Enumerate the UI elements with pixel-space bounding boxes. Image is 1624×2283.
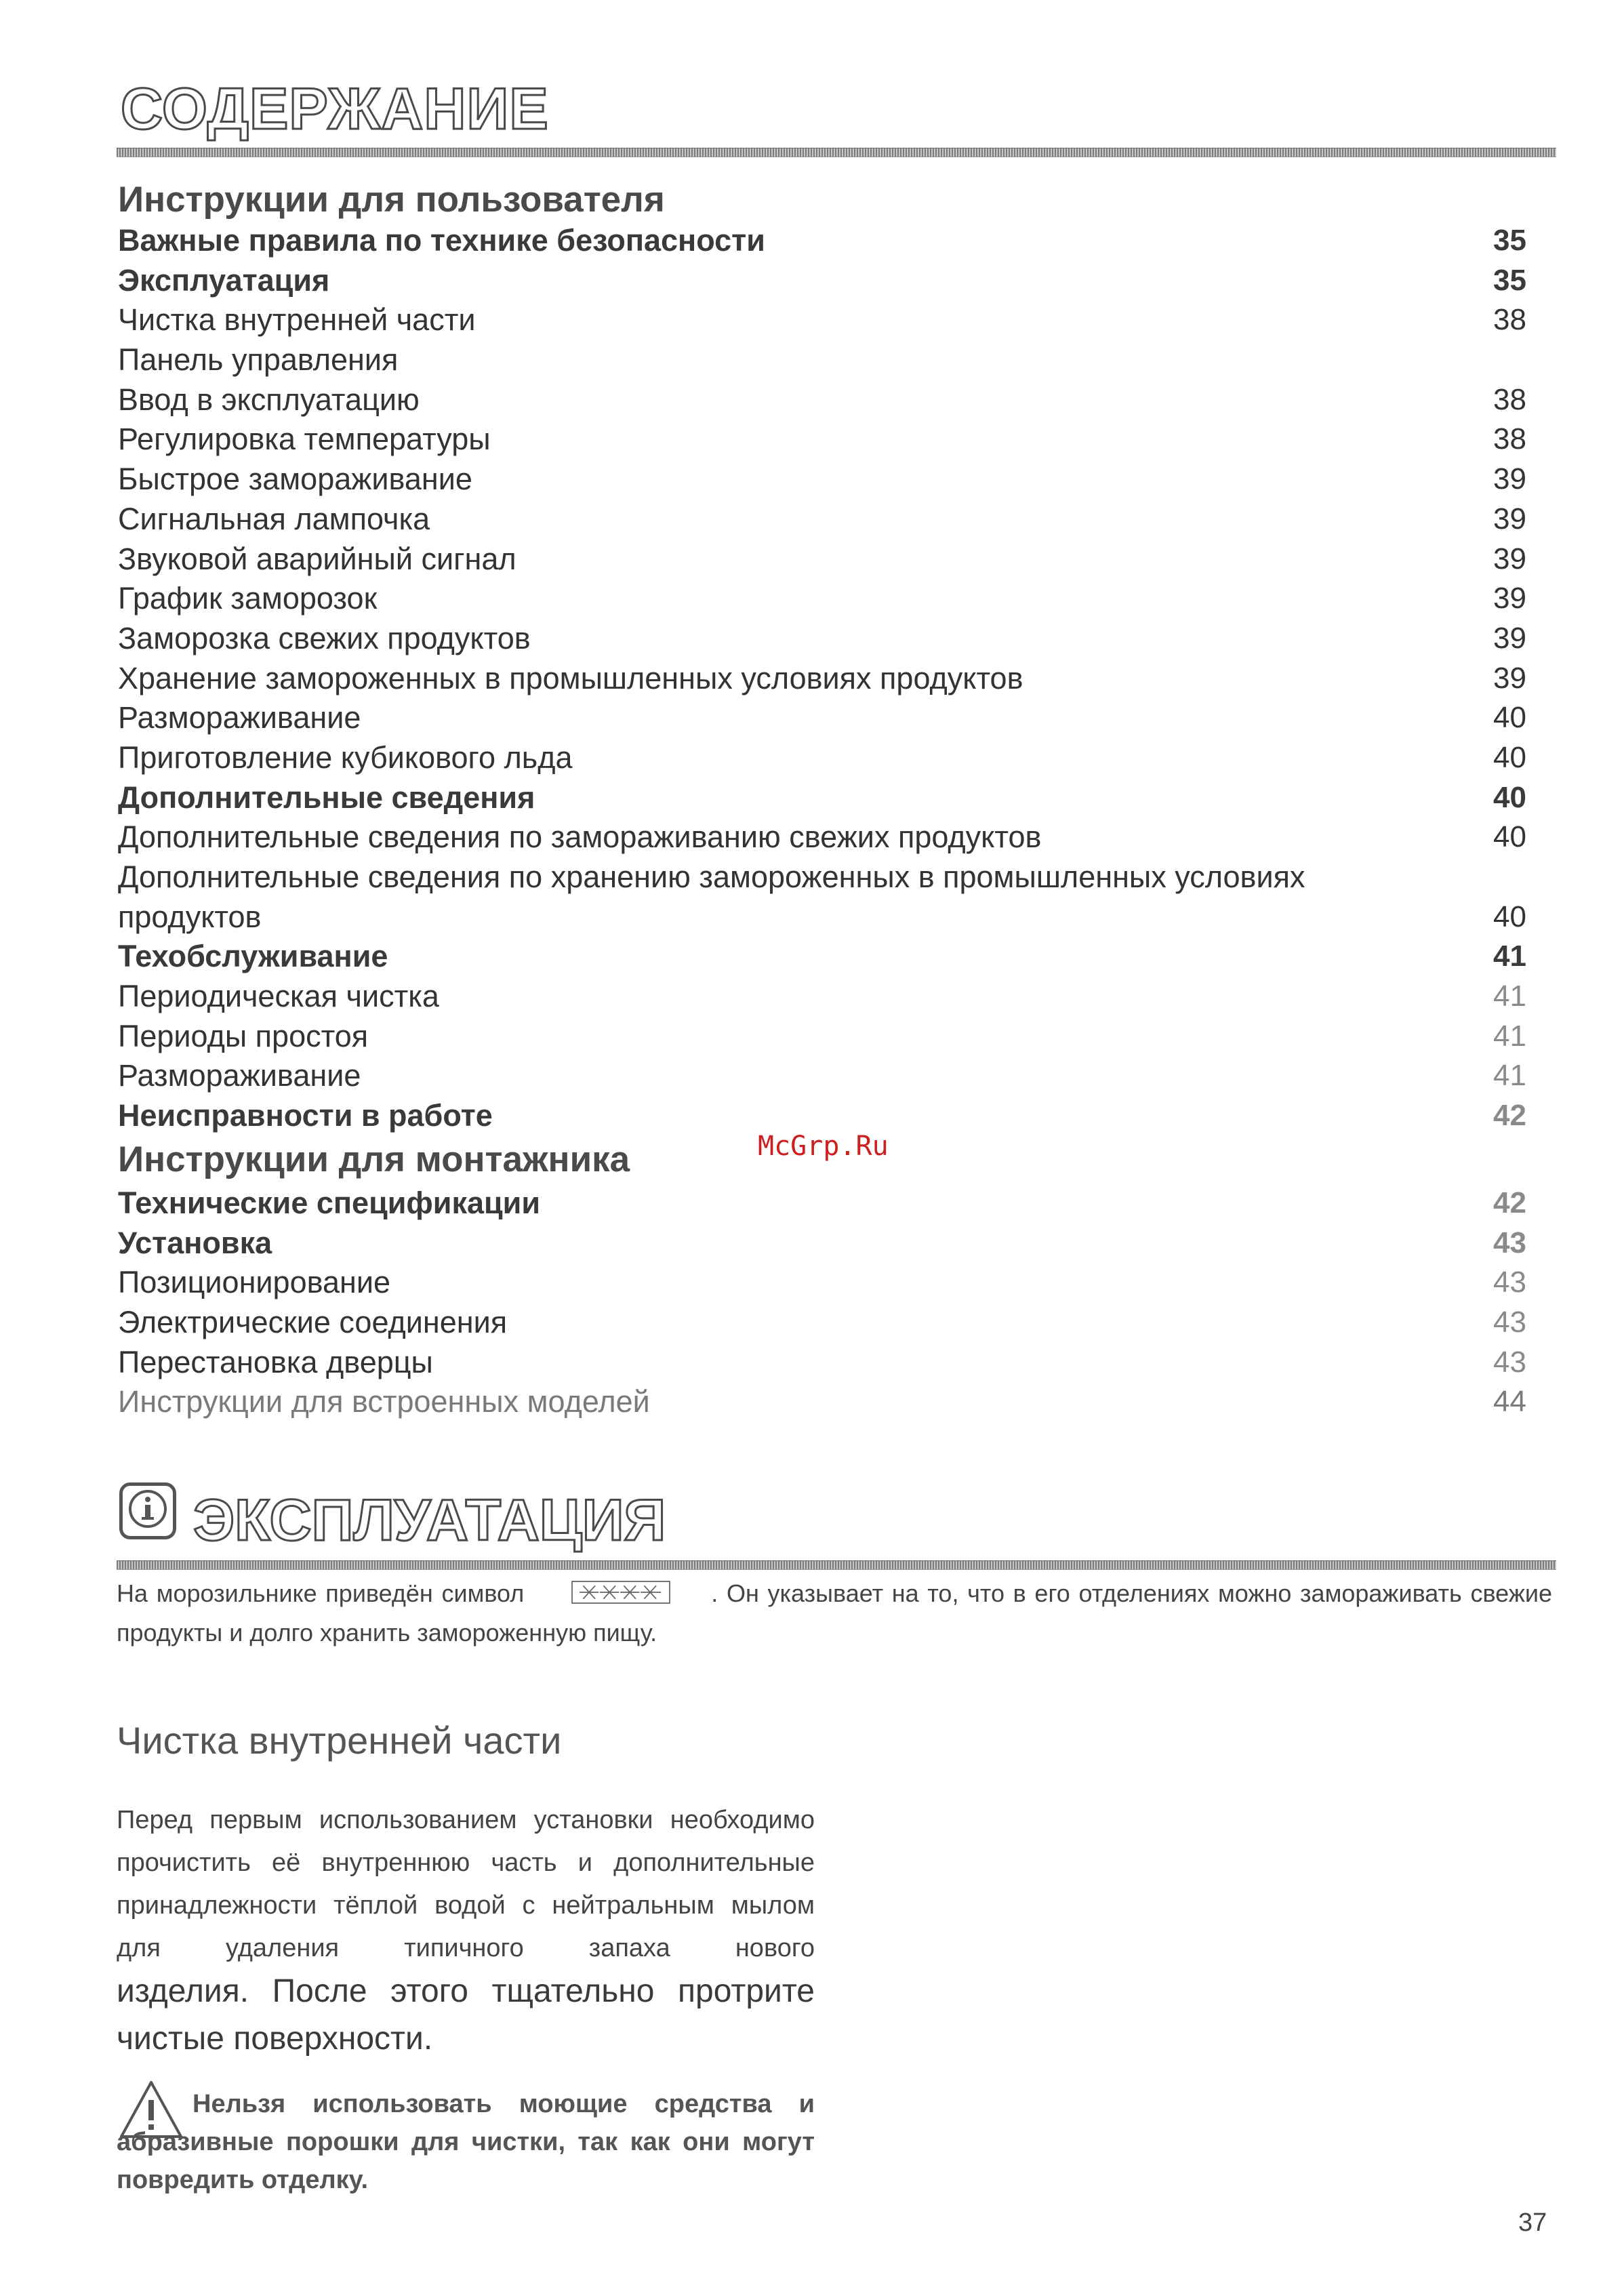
section-divider: [117, 1560, 1556, 1570]
toc-page-number: 39: [1493, 502, 1526, 536]
toc-label: Дополнительные сведения по хранению замороженных в промышленных условиях: [118, 860, 1305, 894]
toc-row: [117, 579, 1526, 619]
toc-page-number: 39: [1493, 621, 1526, 655]
toc-label: Установка: [118, 1225, 272, 1260]
toc-label: Дополнительные сведения по замораживанию свежих продуктов: [118, 820, 1042, 855]
toc-page-number: 42: [1493, 1099, 1526, 1133]
toc-label: График заморозок: [118, 581, 378, 616]
toc-page-number: 38: [1493, 303, 1526, 337]
toc-page-number: 43: [1493, 1226, 1526, 1259]
toc-row: [117, 380, 1526, 420]
toc-page-number: 43: [1493, 1345, 1526, 1379]
info-icon: [119, 1482, 176, 1539]
toc-page-number: 35: [1493, 263, 1526, 297]
toc-row: [117, 1343, 1526, 1383]
toc-page-number: 42: [1493, 1186, 1526, 1219]
toc-label: Эксплуатация: [118, 262, 330, 298]
toc-label: Технические спецификации: [118, 1185, 540, 1220]
toc-row: [117, 778, 1526, 818]
toc-row: [117, 300, 1526, 340]
toc-page-number: 41: [1493, 979, 1526, 1013]
toc-row: [117, 1382, 1526, 1422]
toc-label: Дополнительные сведения: [118, 780, 535, 815]
toc-row: [117, 937, 1526, 977]
toc-label: Неисправности в работе: [118, 1098, 493, 1133]
toc-label: Инструкции для встроенных моделей: [118, 1384, 650, 1419]
toc-row: [117, 1303, 1526, 1343]
toc-page-number: 40: [1493, 900, 1526, 933]
toc-label: Сигнальная лампочка: [118, 501, 430, 536]
toc-page-number: 38: [1493, 422, 1526, 456]
toc-row: [117, 857, 1526, 897]
toc-page-number: 43: [1493, 1266, 1526, 1299]
toc-row: [117, 1096, 1526, 1136]
toc-page-number: 38: [1493, 382, 1526, 416]
toc-label: Позиционирование: [118, 1265, 391, 1300]
toc-row: [117, 1056, 1526, 1096]
toc-page-number: 40: [1493, 820, 1526, 854]
toc-page-number: 41: [1493, 940, 1526, 973]
toc-label: Хранение замороженных в промышленных условиях продуктов: [118, 660, 1023, 695]
watermark: McGrp.Ru: [758, 1131, 889, 1162]
toc-row: [117, 221, 1526, 261]
toc-row: [117, 340, 1526, 380]
toc-page-number: 40: [1493, 740, 1526, 774]
toc-page-number: 39: [1493, 582, 1526, 615]
toc-label: Периоды простоя: [118, 1018, 369, 1053]
intro-text-after: . Он указывает на то, что в его отделениях можно замораживать свежие продукты и долго хранить замороженную пищу.: [117, 1579, 1552, 1646]
toc-label: Звуковой аварийный сигнал: [118, 541, 516, 576]
toc-row: [117, 619, 1526, 659]
toc-label: Инструкции для пользователя: [118, 180, 665, 220]
toc-row: [117, 1184, 1526, 1224]
body-paragraph-b: изделия. После этого тщательно протрите чистые поверхности.: [117, 1973, 815, 2057]
toc-label: продуктов: [118, 899, 262, 934]
toc-label: Заморозка свежих продуктов: [118, 620, 531, 655]
warning-text: Нельзя использовать моющие средства и абразивные порошки для чистки, так как они могут повредить отделку.: [117, 2090, 815, 2194]
toc-row: [117, 659, 1526, 699]
page-title: СОДЕРЖАНИЕ: [121, 77, 549, 142]
toc-page-number: 41: [1493, 1059, 1526, 1093]
toc-label: Чистка внутренней части: [118, 302, 476, 338]
toc-row: [117, 977, 1526, 1017]
toc-row: [117, 420, 1526, 460]
toc-label: Приготовление кубикового льда: [118, 740, 573, 775]
toc-row: [117, 738, 1526, 778]
toc-page-number: 35: [1493, 224, 1526, 257]
toc-label: Регулировка температуры: [118, 422, 491, 457]
toc-label: Размораживание: [118, 700, 361, 735]
toc-row: [117, 460, 1526, 500]
toc-row: [117, 1224, 1526, 1264]
toc-page-number: 43: [1493, 1305, 1526, 1339]
intro-text-before: На морозильнике приведён символ: [117, 1579, 525, 1607]
section-title: ЭКСПЛУАТАЦИЯ: [193, 1488, 666, 1553]
toc-row: [117, 1263, 1526, 1303]
toc-label: Техобслуживание: [118, 939, 388, 974]
toc-row: [117, 261, 1526, 301]
toc-label: Ввод в эксплуатацию: [118, 382, 420, 417]
subheading: Чистка внутренней части: [117, 1719, 562, 1762]
toc-row: [117, 698, 1526, 738]
toc-label: Инструкции для монтажника: [118, 1139, 630, 1179]
four-star-freezer-icon: [571, 1581, 670, 1604]
body-paragraph-a: Перед первым использованием установки необходимо прочистить её внутреннюю часть и дополнительные принадлежности тёплой водой с нейтральным мылом для удаления типичного запаха нового: [117, 1806, 815, 1962]
table-of-contents: [117, 179, 1526, 1422]
toc-label: Важные правила по технике безопасности: [118, 223, 765, 258]
toc-page-number: 41: [1493, 1019, 1526, 1053]
toc-page-number: 39: [1493, 462, 1526, 496]
toc-row: [117, 179, 1526, 221]
toc-label: Размораживание: [118, 1058, 361, 1093]
toc-page-number: 39: [1493, 661, 1526, 695]
toc-label: Электрические соединения: [118, 1304, 508, 1339]
toc-page-number: 44: [1493, 1385, 1526, 1419]
intro-paragraph: [117, 1574, 1552, 1653]
toc-page-number: 40: [1493, 780, 1526, 814]
toc-row: [117, 817, 1526, 857]
toc-row: [117, 897, 1526, 937]
toc-label: Периодическая чистка: [118, 979, 439, 1014]
toc-label: Панель управления: [118, 342, 399, 378]
toc-page-number: 39: [1493, 542, 1526, 575]
title-divider: [117, 148, 1556, 157]
page-number: 37: [1518, 2208, 1547, 2237]
toc-row: [117, 1017, 1526, 1057]
toc-label: Перестановка дверцы: [118, 1344, 433, 1379]
toc-label: Быстрое замораживание: [118, 462, 472, 497]
toc-row: [117, 500, 1526, 540]
toc-row: [117, 540, 1526, 580]
toc-page-number: 40: [1493, 701, 1526, 735]
